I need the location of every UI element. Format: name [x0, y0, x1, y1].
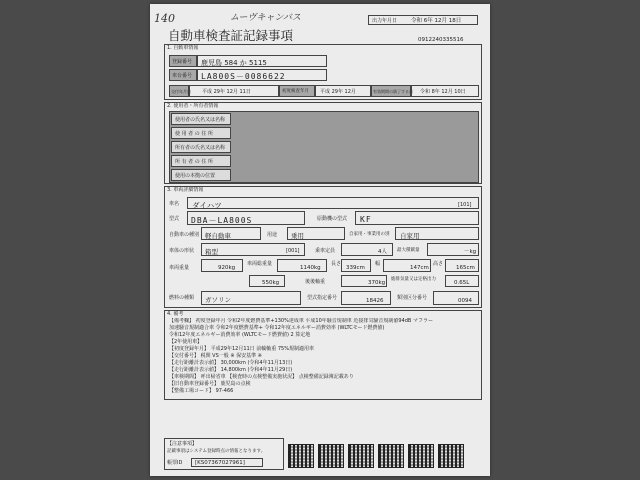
remarks-line: 令和12年度エネルギー消費効率 (WLTCモード燃費値) 2 算定地 — [169, 332, 311, 338]
owner-row-3 — [171, 155, 231, 167]
capacity-cell — [341, 243, 393, 256]
engine-label: 原動機の型式 — [317, 216, 348, 222]
fuel-label: 燃料の種類 — [169, 295, 195, 301]
body-value: 箱型 — [205, 248, 218, 256]
expiry-label: 有効期間の満了する日 — [373, 89, 413, 94]
expiry-cell — [411, 85, 479, 97]
axle-ff-cell — [249, 275, 285, 287]
width-cell — [383, 259, 431, 272]
cat-num-label: 類別区分番号 — [397, 295, 428, 301]
section2-header: 2. 使用者・所有者情報 — [167, 103, 219, 109]
height-cell — [445, 259, 479, 272]
width-label: 幅 — [375, 261, 381, 267]
capacity-label: 乗車定員 — [315, 248, 336, 254]
code-cell — [191, 458, 263, 467]
handwritten-number: 140 — [154, 12, 175, 25]
reg-value: 鹿児島 584 か 5115 — [201, 59, 267, 67]
owner-row-label: 所 有 者 の 住 所 — [175, 159, 213, 165]
expiry-value: 令和 8年 12月 10日 — [420, 89, 466, 95]
owner-row-2 — [171, 141, 231, 153]
expiry-label-cell — [371, 85, 411, 97]
issue-date-value: 平成 29年 12月 11日 — [202, 89, 251, 95]
owner-row-label: 使用の本拠の位置 — [175, 173, 216, 179]
displacement-label: 総排気量又は定格出力 — [391, 277, 436, 282]
width-value: 147cm — [410, 265, 429, 271]
displacement-value: 0.65L — [454, 280, 470, 286]
fuel-cell — [201, 291, 301, 305]
qr-code-3 — [348, 444, 374, 468]
issue-date-label-cell — [169, 85, 189, 97]
owner-row-4 — [171, 169, 231, 181]
section4-header: 4. 備考 — [167, 311, 184, 317]
cat-num-cell — [433, 291, 479, 305]
reg-label-cell — [169, 55, 197, 67]
cat-num-value: 0094 — [458, 298, 472, 304]
vin-label-cell — [169, 69, 197, 81]
length-cell — [341, 259, 371, 272]
owner-row-label: 所有者の氏名又は名称 — [175, 145, 226, 151]
print-date-label: 出力年月日 — [372, 18, 398, 24]
maker-value: ダイハツ — [192, 201, 222, 210]
use-value: 乗用 — [291, 232, 304, 240]
first-year-value: 平成 29年 12月 — [320, 89, 356, 95]
code-label: 帳票ID — [167, 460, 183, 466]
qr-code-4 — [378, 444, 404, 468]
qr-code-1 — [288, 444, 314, 468]
remarks-line: 【走行距離計表示値】 30,000km (令和4年11月13日) — [169, 360, 293, 366]
inspection-certificate-paper — [150, 4, 490, 476]
weight-cell — [201, 259, 243, 272]
reg-value-cell — [197, 55, 327, 67]
owner-info-section — [164, 102, 482, 184]
kind-value: 軽自動車 — [205, 232, 231, 240]
kind-label: 自動車の種別 — [169, 232, 200, 238]
length-value: 339cm — [346, 265, 365, 271]
remarks-line: 【備考欄】 初度登録年月 令和2年度燃費基準+130%達成車 平成10年騒音規制車 近接排気騒音規制値94dB マフラー — [169, 318, 433, 324]
kind-cell — [201, 227, 261, 240]
remarks-line: 【初度登録年月】 平成29年12月11日 前輪軸重 75%規制適用車 — [169, 346, 314, 352]
owner-row-0 — [171, 113, 231, 125]
maxload-label: 最大積載量 — [397, 248, 420, 253]
capacity-value: 4人 — [378, 249, 387, 255]
maxload-value: －kg — [464, 249, 477, 255]
remarks-line: 【交付番号】 税関 VS一般 ※ 保安基準 ※ — [169, 353, 262, 359]
height-value: 165cm — [456, 265, 475, 271]
maxload-cell — [427, 243, 479, 256]
reg-label: 登録番号 — [172, 59, 193, 65]
vehicle-detail-section — [164, 186, 482, 308]
use-label: 用途 — [267, 232, 278, 238]
code-value: [KS07367027961] — [195, 460, 245, 466]
remarks-line: 【旧自動車登録番号】 鹿児島の点検 — [169, 381, 251, 387]
maker-cell — [187, 197, 479, 209]
axle-ff-value: 550kg — [262, 280, 280, 286]
body-label: 車体の形状 — [169, 248, 195, 254]
engine-cell — [355, 211, 479, 225]
private-value: 自家用 — [400, 232, 420, 240]
model-label: 型式 — [169, 216, 180, 222]
vin-label: 車台番号 — [172, 73, 193, 79]
first-year-label: 初度検査年月 — [282, 89, 309, 94]
type-num-label: 型式指定番号 — [307, 295, 338, 301]
remarks-line: 【2年使用車】 — [169, 339, 203, 345]
gross-label: 車両総重量 — [247, 261, 273, 267]
gross-cell — [277, 259, 327, 272]
type-num-value: 18426 — [366, 298, 384, 304]
model-value: DBA－LA800S — [191, 216, 253, 225]
owner-row-label: 使 用 者 の 住 所 — [175, 131, 213, 137]
page-title: 自動車検査証記録事項 — [168, 28, 294, 43]
issue-date-label: 交付年月日 — [171, 89, 191, 94]
remarks-line: 【走行距離計表示値】 14,800km (令和4年11月29日) — [169, 367, 293, 373]
remarks-line: 加速騒音規制適合車 令和2年度燃費基準+ 令和12年度エネルギー消費効率 (WLTCモード燃費値) — [169, 325, 385, 331]
private-label: 自家用・事業用の別 — [349, 232, 390, 237]
axle-rr-cell — [341, 275, 387, 287]
weight-label: 車両重量 — [169, 265, 190, 271]
vin-value-cell — [197, 69, 327, 81]
issue-date-cell — [189, 85, 279, 97]
engine-value: KF — [360, 215, 372, 224]
gross-value: 1140kg — [300, 265, 321, 271]
remarks-text — [169, 318, 479, 395]
maker-code: [101] — [458, 202, 472, 208]
section1-header: 1. 自動車情報 — [167, 45, 199, 51]
print-date-value: 令和 6年 12月 18日 — [411, 18, 462, 24]
vin-value: LA800S－0086622 — [201, 72, 286, 81]
owner-row-1 — [171, 127, 231, 139]
axle-rr-value: 370kg — [368, 280, 386, 286]
first-year-cell — [315, 85, 371, 97]
body-code: [001] — [286, 248, 300, 254]
displacement-cell — [445, 275, 479, 287]
footer-note-box — [164, 438, 284, 470]
type-num-cell — [341, 291, 391, 305]
section3-header: 3. 車両詳細情報 — [167, 187, 204, 193]
owner-row-label: 使用者の氏名又は名称 — [175, 117, 226, 123]
remarks-line: 【車検期間】 呼出帰省車 【検査時の点検整備実施状況】 点検整備記録簿記載あり — [169, 374, 354, 380]
vehicle-info-section — [164, 44, 482, 100]
maker-label: 車名 — [169, 201, 180, 207]
model-cell — [187, 211, 305, 225]
private-cell — [395, 227, 479, 240]
height-label: 高さ — [433, 261, 444, 267]
doc-number: 0912240335516 — [418, 37, 464, 43]
handwritten-note: ムーヴキャンバス — [230, 13, 301, 23]
remarks-section — [164, 310, 482, 400]
print-date-box — [368, 15, 478, 25]
qr-code-2 — [318, 444, 344, 468]
qr-code-6 — [438, 444, 464, 468]
use-cell — [287, 227, 345, 240]
remarks-line: 【整備工場コード】 97-466 — [169, 388, 234, 394]
note-line: 記載事項はシステム登録時点の情報となります。 — [167, 449, 266, 454]
weight-value: 920kg — [218, 265, 236, 271]
body-cell — [201, 243, 305, 256]
first-year-label-cell — [279, 85, 315, 97]
note-header: 【注意事項】 — [167, 441, 198, 447]
axle-rr-label: 後後軸重 — [305, 279, 326, 285]
length-label: 長さ — [331, 261, 342, 267]
qr-code-5 — [408, 444, 434, 468]
fuel-value: ガソリン — [205, 296, 231, 304]
